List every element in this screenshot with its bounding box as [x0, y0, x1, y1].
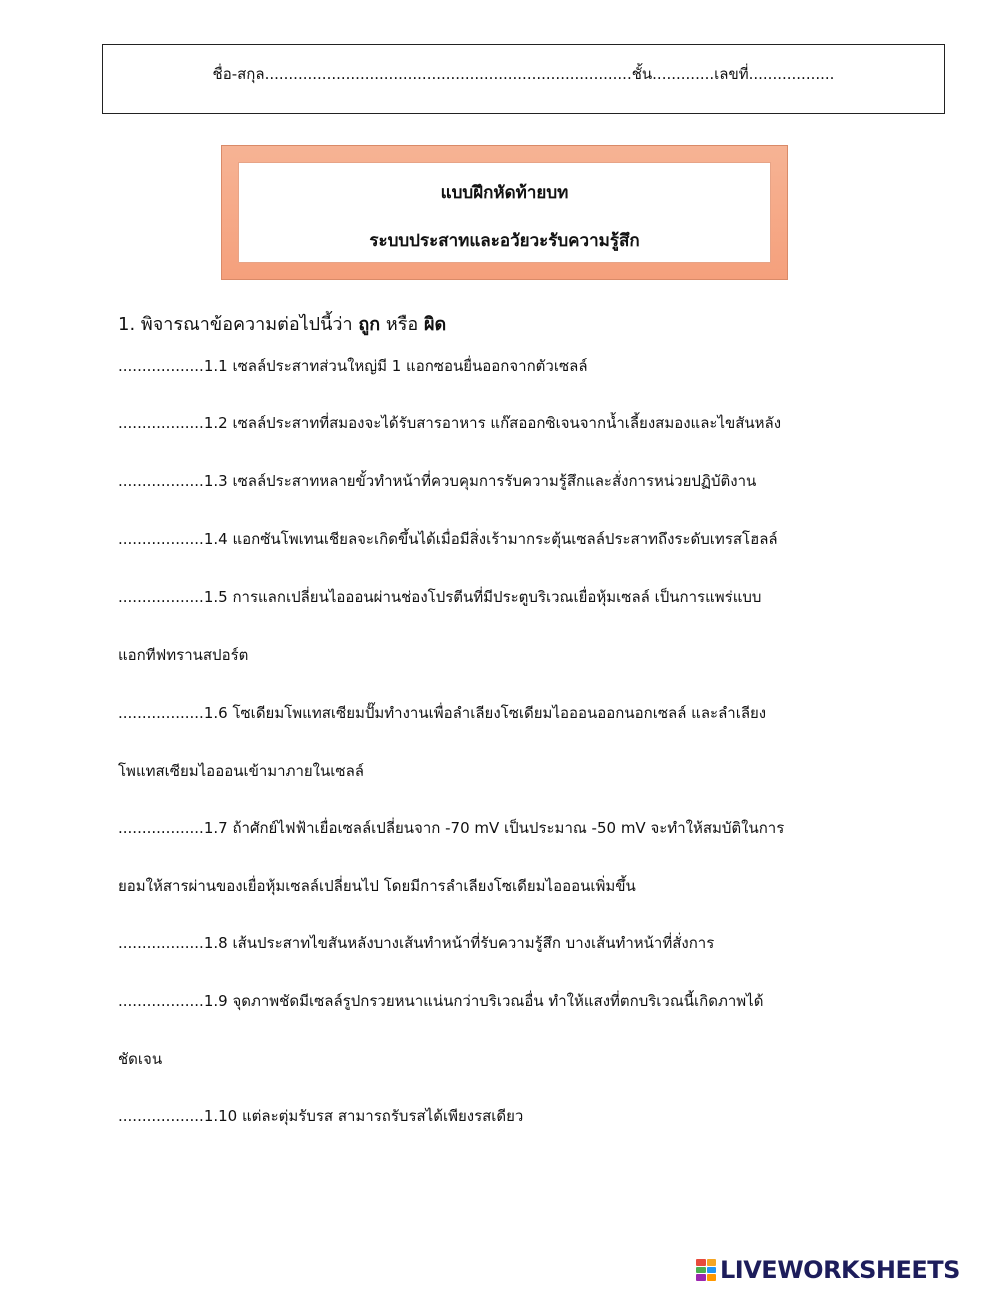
item-1-9[interactable]: ..................1.9 จุดภาพชัดมีเซลล์รูปกรวยหนาแน่นกว่าบริเวณอื่น ทำให้แสงที่ตกบริเวณนี้เกิดภาพได้ [118, 992, 764, 1010]
liveworksheets-logo [696, 1255, 960, 1285]
item-1-5[interactable]: ..................1.5 การแลกเปลี่ยนไอออนผ่านช่องโปรตีนที่มีประตูบริเวณเยื่อหุ้มเซลล์ เป็นการแพร่แบบ [118, 588, 762, 606]
item-1-7-cont: ยอมให้สารผ่านของเยื่อหุ้มเซลล์เปลี่ยนไป โดยมีการลำเลียงโซเดียมไอออนเพิ่มขึ้น [118, 877, 636, 895]
false-word: ผิด [423, 314, 447, 335]
item-1-8[interactable]: ..................1.8 เส้นประสาทไขสันหลังบางเส้นทำหน้าที่รับความรู้สึก บางเส้นทำหน้าที่สั่งการ [118, 934, 715, 952]
item-1-3[interactable]: ..................1.3 เซลล์ประสาทหลายขั้วทำหน้าที่ควบคุมการรับความรู้สึกและสั่งการหน่วยปฏิบัติงาน [118, 472, 757, 490]
item-1-1[interactable]: ..................1.1 เซลล์ประสาทส่วนใหญ่มี 1 แอกซอนยื่นออกจากตัวเซลล์ [118, 357, 588, 375]
or-word: หรือ [380, 314, 424, 335]
question-heading [118, 309, 446, 338]
title-line-1: แบบฝึกหัดท้ายบท [440, 183, 569, 203]
question-prefix: 1. พิจารณาข้อความต่อไปนี้ว่า [118, 314, 359, 335]
item-1-6-cont: โพแทสเซียมไอออนเข้ามาภายในเซลล์ [118, 762, 364, 780]
liveworksheets-logo-icon [696, 1259, 716, 1281]
title-box [238, 162, 771, 263]
true-word: ถูก [358, 314, 381, 335]
logo-text: LIVEWORKSHEETS [720, 1256, 960, 1284]
item-1-4[interactable]: ..................1.4 แอกซันโพเทนเชียลจะเกิดขึ้นได้เมื่อมีสิ่งเร้ามากระตุ้นเซลล์ประสาทถึงระดับเทรสโฮลล์ [118, 530, 778, 548]
item-1-7[interactable]: ..................1.7 ถ้าศักย์ไฟฟ้าเยื่อเซลล์เปลี่ยนจาก -70 mV เป็นประมาณ -50 mV จะทำให้สมบัติในการ [118, 819, 785, 837]
item-1-9-cont: ชัดเจน [118, 1050, 163, 1068]
title-line-2: ระบบประสาทและอวัยวะรับความรู้สึก [369, 231, 640, 251]
student-info-box [102, 44, 945, 114]
item-1-2[interactable]: ..................1.2 เซลล์ประสาทที่สมองจะได้รับสารอาหาร แก๊สออกซิเจนจากน้ำเลี้ยงสมองและไขสันหลัง [118, 414, 782, 432]
student-info-line: ชื่อ-สกุล.............................................................................ชั้น.............เลขที่.................. [212, 65, 835, 83]
item-1-5-cont: แอกทีฟทรานสปอร์ต [118, 646, 249, 664]
item-1-6[interactable]: ..................1.6 โซเดียมโพแทสเซียมปั๊มทำงานเพื่อลำเลียงโซเดียมไอออนออกนอกเซลล์ และลำเลียง [118, 704, 767, 722]
item-1-10[interactable]: ..................1.10 แต่ละตุ่มรับรส สามารถรับรสได้เพียงรสเดียว [118, 1107, 524, 1125]
title-banner [221, 145, 788, 280]
